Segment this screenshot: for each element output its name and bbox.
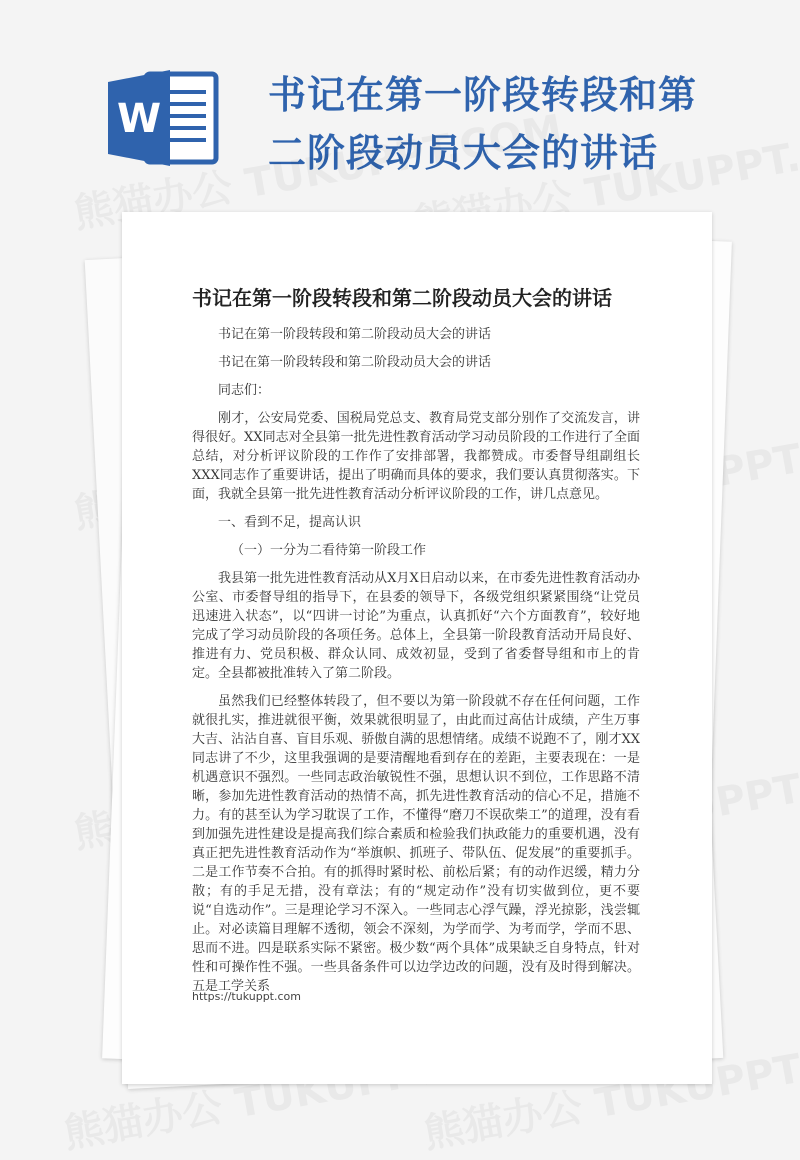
paragraph: 我县第一批先进性教育活动从X月X日启动以来，在市委先进性教育活动办公室、市委督导组的指导下，在县委的领导下，各级党组织紧紧围绕“让党员迅速进入状态”，以“四讲一讨论”为重点，认真抓好“六个方面教育”，较好地完成了学习动员阶段的各项任务。总体上，全县第一阶段教育活动开局良好、推进有力、党员积极、群众认同、成效初显，受到了省委督导组和市上的肯定。全县都被批准转入了第二阶段。 [192,571,640,681]
word-document-icon [108,68,220,168]
subsection-heading: （一）一分为二看待第一阶段工作 [231,543,427,558]
paragraph: 刚才，公安局党委、国税局党总支、教育局党支部分别作了交流发言，讲得很好。XX同志对全县第一批先进性教育活动学习动员阶段的工作进行了全面总结，对分析评议阶段的工作作了安排部署，我都赞成。市委督导组副组长XXX同志作了重要讲话，提出了明确而具体的要求，我们要认真贯彻落实。下面，我就全县第一批先进性教育活动分析评议阶段的工作，讲几点意见。 [192,411,640,502]
paragraph: 书记在第一阶段转段和第二阶段动员大会的讲话 [218,355,492,370]
document-title: 书记在第一阶段转段和第二阶段动员大会的讲话 [192,286,612,310]
paragraph: 虽然我们已经整体转段了，但不要以为第一阶段就不存在任何问题，工作就很扎实，推进就很平衡，效果就很明显了，由此而过高估计成绩，产生万事大吉、沾沾自喜、盲目乐观、骄傲自满的思想情绪。成绩不说跑不了，刚才XX同志讲了不少，这里我强调的是要清醒地看到存在的差距，主要表现在：一是机遇意识不强烈。一些同志政治敏锐性不强，思想认识不到位，工作思路不清晰，参加先进性教育活动的热情不高，抓先进性教育活动的信心不足，措施不力。有的甚至认为学习耽误了工作，不懂得“磨刀不误砍柴工”的道理，没有看到加强先进性建设是提高我们综合素质和检验我们执政能力的重要机遇，没有真正把先进性教育活动作为“举旗帜、抓班子、带队伍、促发展”的重要抓手。二是工作节奏不合拍。有的抓得时紧时松、前松后紧；有的动作迟缓，精力分散；有的手足无措，没有章法；有的“规定动作”没有切实做到位，更不要说“自选动作”。三是理论学习不深入。一些同志心浮气躁，浮光掠影，浅尝辄止。对必读篇目理解不透彻，领会不深刻，为学而学、为考而学，学而不思、思而不进。四是联系实际不紧密。极少数“两个具体”成果缺乏自身特点，针对性和可操作性不强。一些具备条件可以边学边改的问题，没有及时得到解决。五是工学关系 [192,694,640,994]
salutation: 同志们： [218,383,271,398]
section-heading: 一、看到不足，提高认识 [218,515,362,530]
header-title: 书记在第一阶段转段和第二阶段动员大会的讲话 [268,73,698,175]
word-icon-letter: W [116,96,162,142]
footer-url: https://tukuppt.com [192,990,301,1003]
document-body [192,325,640,1005]
paragraph: 书记在第一阶段转段和第二阶段动员大会的讲话 [218,327,492,342]
